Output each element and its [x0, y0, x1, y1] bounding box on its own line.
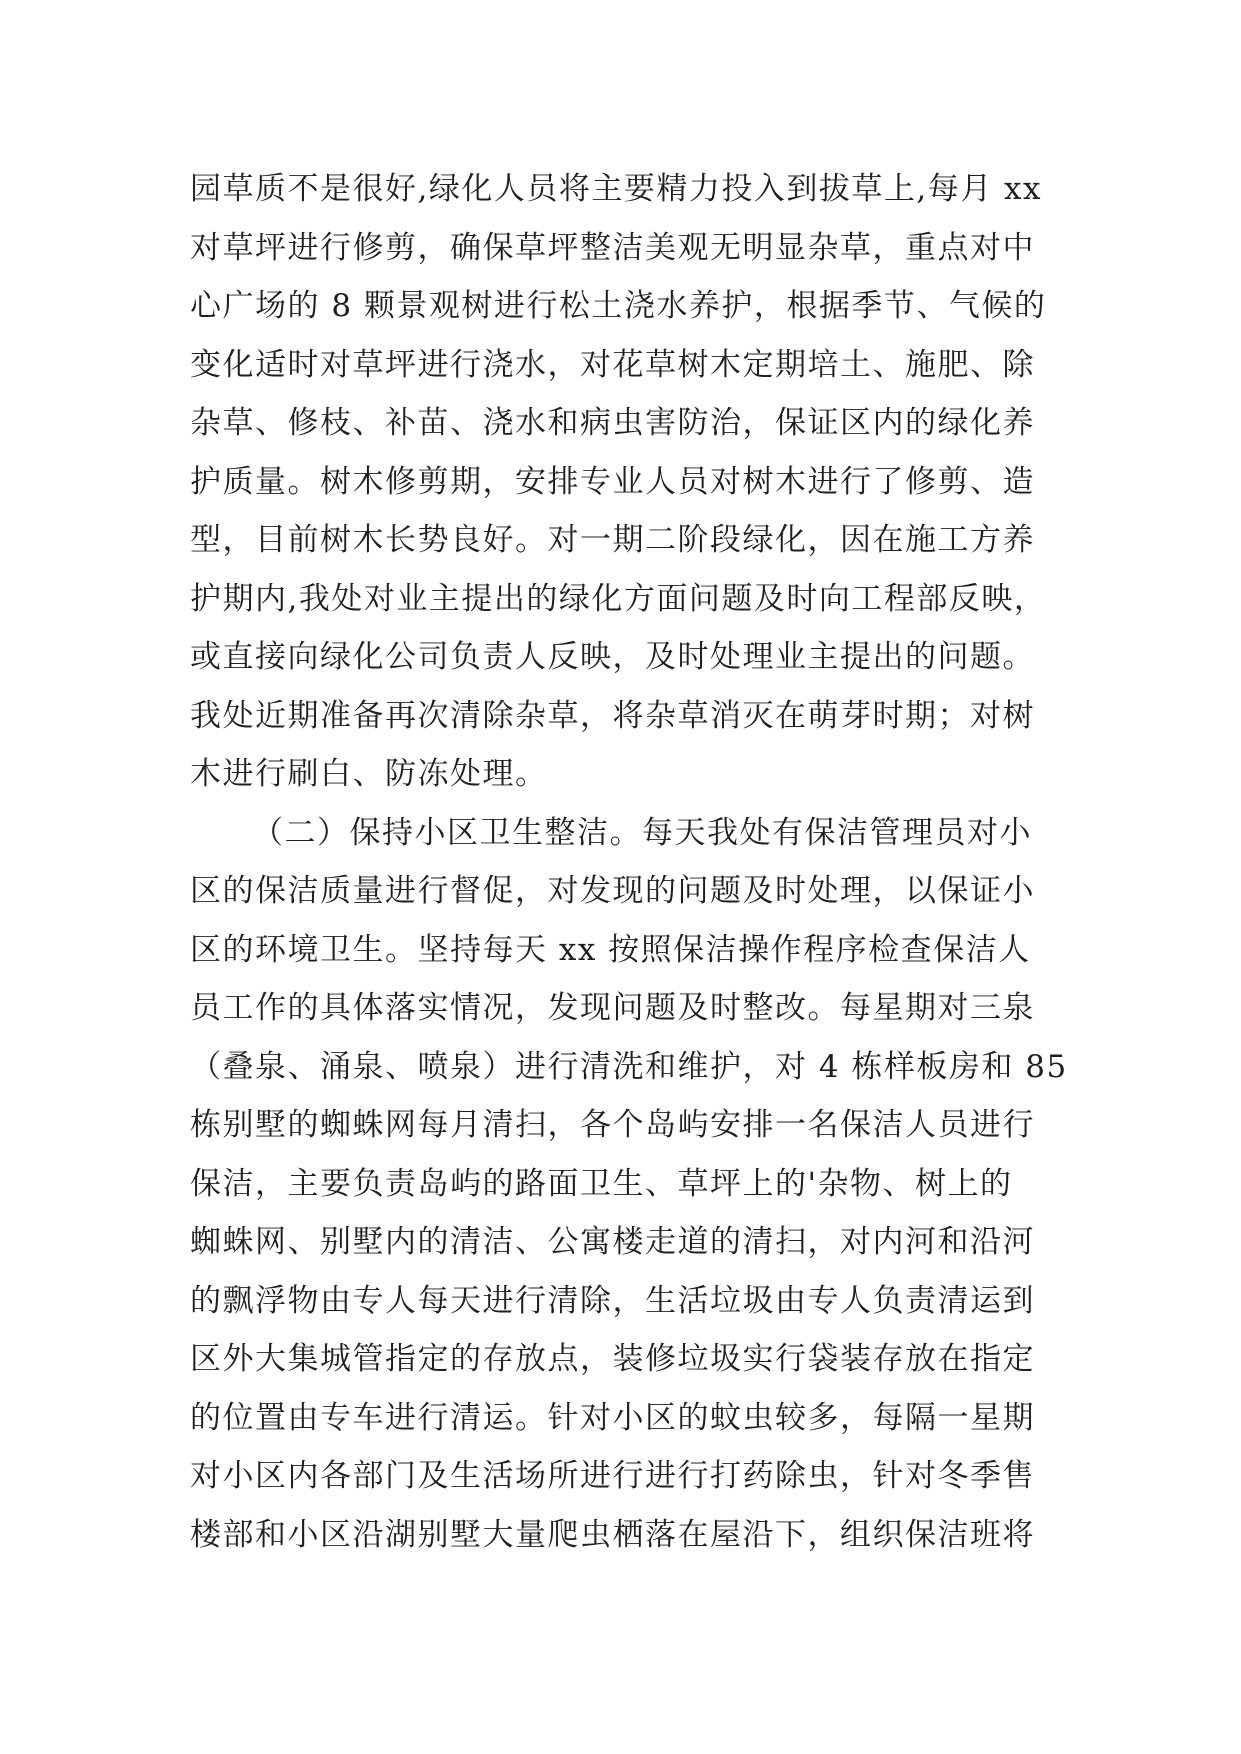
text-line: （叠泉、涌泉、喷泉）进行清洗和维护，对 4 栋样板房和 85: [190, 1048, 1068, 1085]
text-line: 木进行刷白、防冻处理。: [190, 756, 548, 792]
text-line: 保洁，主要负责岛屿的路面卫生、草坪上的'杂物、树上的: [190, 1165, 1013, 1202]
text-line: 心广场的 8 颗景观树进行松土浇水养护，根据季节、气候的: [190, 288, 1047, 324]
text-line: 员工作的具体落实情况，发现问题及时整改。每星期对三泉: [190, 990, 1035, 1026]
text-line: 护期内,我处对业主提出的绿化方面问题及时向工程部反映，: [190, 580, 1047, 617]
text-line: 楼部和小区沿湖别墅大量爬虫栖落在屋沿下，组织保洁班将: [190, 1516, 1035, 1553]
text-line: 杂草、修枝、补苗、浇水和病虫害防治，保证区内的绿化养: [190, 405, 1035, 441]
text-line: 型，目前树木长势良好。对一期二阶段绿化，因在施工方养: [190, 522, 1035, 558]
text-line: 我处近期准备再次清除杂草，将杂草消灭在萌芽时期；对树: [190, 697, 1035, 734]
body-text: [190, 160, 1070, 1564]
text-line: 区外大集城管指定的存放点，装修垃圾实行袋装存放在指定: [190, 1341, 1035, 1377]
text-line: 蜘蛛网、别墅内的清洁、公寓楼走道的清扫，对内河和沿河: [190, 1224, 1035, 1260]
text-line: 护质量。树木修剪期，安排专业人员对树木进行了修剪、造: [190, 463, 1035, 500]
section-heading-line: （二）保持小区卫生整洁。每天我处有保洁管理员对小: [252, 814, 1032, 851]
text-line: 对小区内各部门及生活场所进行进行打药除虫，针对冬季售: [190, 1458, 1035, 1494]
text-line: 变化适时对草坪进行浇水，对花草树木定期培土、施肥、除: [190, 346, 1035, 383]
text-line: 的位置由专车进行清运。针对小区的蚊虫较多，每隔一星期: [190, 1399, 1035, 1436]
text-line: 区的保洁质量进行督促，对发现的问题及时处理，以保证小: [190, 873, 1035, 909]
text-line: 区的环境卫生。坚持每天 xx 按照保洁操作程序检查保洁人: [190, 931, 1031, 968]
text-line: 栋别墅的蜘蛛网每月清扫，各个岛屿安排一名保洁人员进行: [190, 1107, 1035, 1143]
text-line: 的飘浮物由专人每天进行清除，生活垃圾由专人负责清运到: [190, 1282, 1035, 1319]
text-line: 对草坪进行修剪，确保草坪整洁美观无明显杂草，重点对中: [190, 229, 1035, 266]
text-line: 或直接向绿化公司负责人反映，及时处理业主提出的问题。: [190, 639, 1035, 675]
text-line: 园草质不是很好,绿化人员将主要精力投入到拔草上,每月 xx: [190, 171, 1043, 207]
